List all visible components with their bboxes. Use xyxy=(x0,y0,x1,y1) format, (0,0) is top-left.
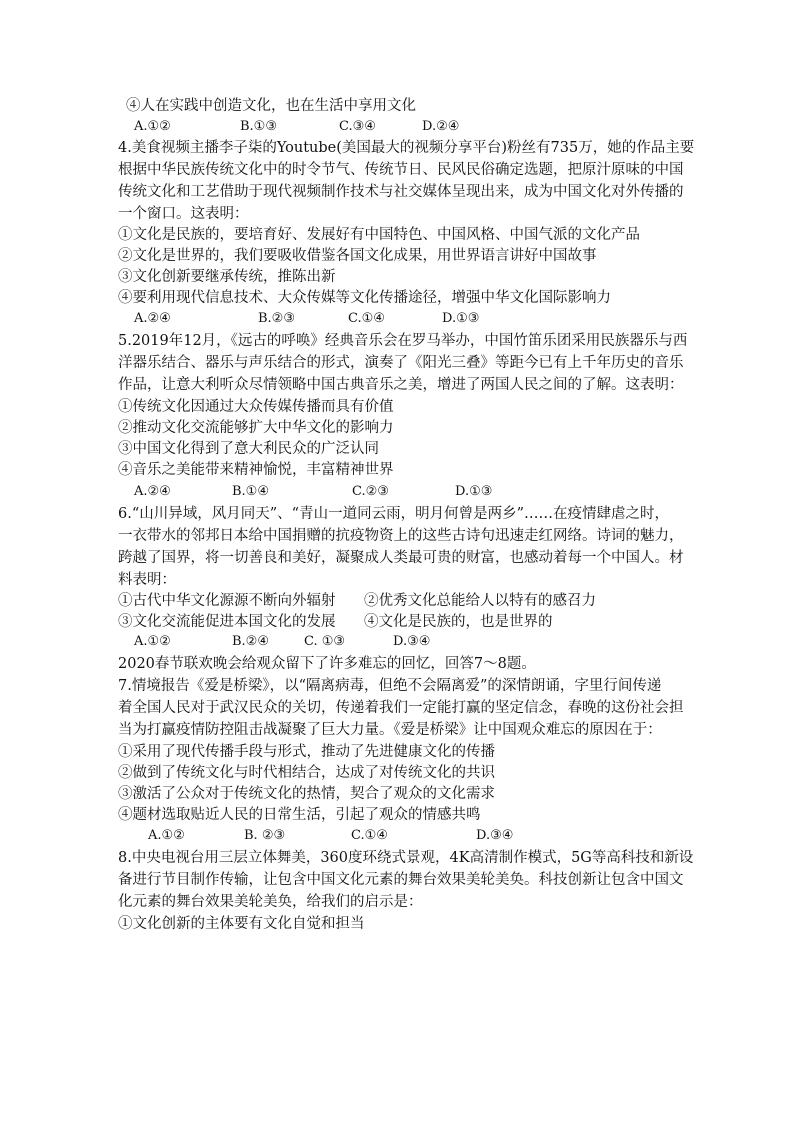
q6-statement-2: ②优秀文化总能给人以特有的感召力 xyxy=(364,593,596,609)
q3-statement-4: ④人在实践中创造文化，也在生活中享用文化 xyxy=(126,98,416,114)
q7-statement-1: ①采用了现代传播手段与形式，推动了先进健康文化的传播 xyxy=(118,744,495,760)
q8-statement-1: ①文化创新的主体要有文化自觉和担当 xyxy=(118,916,365,932)
q6-stem-line-1: 6.“山川异域，风月同天”、“青山一道同云雨，明月何曾是两乡”……在疫情肆虐之时， xyxy=(118,506,669,522)
q3-option-d: D.②④ xyxy=(422,119,460,134)
q5-statement-1: ①传统文化因通过大众传媒传播而具有价值 xyxy=(118,399,394,415)
q6-statement-4: ④文化是民族的，也是世界的 xyxy=(364,614,553,630)
q6-statement-3: ③文化交流能促进本国文化的发展 xyxy=(118,614,336,630)
q4-option-d: D.①③ xyxy=(442,311,480,326)
q4-statement-2: ②文化是世界的，我们要吸收借鉴各国文化成果，用世界语言讲好中国故事 xyxy=(118,248,597,264)
q7-statement-2: ②做到了传统文化与时代相结合，达成了对传统文化的共识 xyxy=(118,765,495,781)
q7-option-a: A.①② xyxy=(148,828,185,843)
q3-option-a: A.①② xyxy=(134,119,171,134)
q6-statement-1: ①古代中华文化源源不断向外辐射 xyxy=(118,593,336,609)
q5-stem-line-3: 作品，让意大利听众尽情领略中国古典音乐之美，增进了两国人民之间的了解。这表明： xyxy=(118,377,684,393)
q4-statement-4: ④要利用现代信息技术、大众传媒等文化传播途径，增强中华文化国际影响力 xyxy=(118,290,611,306)
q5-stem-line-2: 洋器乐结合、器乐与声乐结合的形式，演奏了《阳光三叠》等距今已有上千年历史的音乐 xyxy=(118,355,684,371)
q7-statement-4: ④题材选取贴近人民的日常生活，引起了观众的情感共鸣 xyxy=(118,807,481,823)
q5-option-a: A.②④ xyxy=(134,484,171,499)
q3-option-b: B.①③ xyxy=(240,119,277,134)
q4-statement-1: ①文化是民族的，要培育好、发展好有中国特色、中国风格、中国气派的文化产品 xyxy=(118,227,640,243)
q3-option-c: C.③④ xyxy=(339,119,376,134)
q6-stem-line-2: 一衣带水的邻邦日本给中国捐赠的抗疫物资上的这些古诗句迅速走红网络。诗词的魅力， xyxy=(118,528,684,544)
q6-option-b: B.②④ xyxy=(232,634,269,649)
q7-statement-3: ③激活了公众对于传统文化的热情，契合了观众的文化需求 xyxy=(118,786,495,802)
q4-stem-line-1: 4.美食视频主播李子柒的Youtube(美国最大的视频分享平台)粉丝有735万，她的作品主要 xyxy=(118,140,695,156)
q6-stem-line-4: 料表明： xyxy=(118,572,176,588)
q6-option-d: D.③④ xyxy=(393,634,431,649)
q8-stem-line-2: 备进行节目制作传输，让包含中国文化元素的舞台效果美轮美奂。科技创新让包含中国文 xyxy=(118,872,684,888)
q8-stem-line-1: 8.中央电视台用三层立体舞美，360度环绕式景观，4K高清制作模式，5G等高科技和新设 xyxy=(118,850,694,866)
q4-stem-line-3: 传统文化和工艺借助于现代视频制作技术与社交媒体呈现出来，成为中国文化对外传播的 xyxy=(118,184,684,200)
q5-statement-4: ④音乐之美能带来精神愉悦，丰富精神世界 xyxy=(118,462,394,478)
q7-option-c: C.①④ xyxy=(351,828,388,843)
q4-option-a: A.②④ xyxy=(134,311,171,326)
q7-option-b: B. ②③ xyxy=(244,828,286,843)
q6-option-c: C. ①③ xyxy=(304,634,346,649)
q6-option-a: A.①② xyxy=(134,634,171,649)
q4-stem-line-4: 一个窗口。这表明： xyxy=(118,206,249,222)
q4-option-c: C.①④ xyxy=(348,311,385,326)
q7-stem-line-1: 7.情境报告《爱是桥梁》，以“隔离病毒，但绝不会隔离爱”的深情朗诵，字里行间传递 xyxy=(118,678,662,694)
q7-option-d: D.③④ xyxy=(476,828,514,843)
q5-option-d: D.①③ xyxy=(455,484,493,499)
q5-option-b: B.①④ xyxy=(232,484,269,499)
q4-option-b: B.②③ xyxy=(258,311,295,326)
q5-statement-2: ②推动文化交流能够扩大中华文化的影响力 xyxy=(118,420,394,436)
q4-statement-3: ③文化创新要继承传统，推陈出新 xyxy=(118,269,336,285)
q4-stem-line-2: 根据中华民族传统文化中的时令节气、传统节日、民风民俗确定选题，把原汁原味的中国 xyxy=(118,162,684,178)
q6-stem-line-3: 跨越了国界，将一切善良和美好，凝聚成人类最可贵的财富，也感动着每一个中国人。材 xyxy=(118,550,684,566)
q7-stem-line-2: 着全国人民对于武汉民众的关切，传递着我们一定能打赢的坚定信念，春晚的这份社会担 xyxy=(118,700,684,716)
q5-option-c: C.②③ xyxy=(352,484,389,499)
q5-stem-line-1: 5.2019年12月，《远古的呼唤》经典音乐会在罗马举办，中国竹笛乐团采用民族器乐与西 xyxy=(118,333,688,349)
q5-statement-3: ③中国文化得到了意大利民众的广泛认同 xyxy=(118,441,379,457)
q7-stem-line-3: 当为打赢疫情防控阻击战凝聚了巨大力量。《爱是桥梁》让中国观众难忘的原因在于： xyxy=(118,722,662,738)
q8-stem-line-3: 化元素的舞台效果美轮美奂，给我们的启示是： xyxy=(118,894,423,910)
q7-8-intro: 2020春节联欢晚会给观众留下了许多难忘的回忆，回答7～8题。 xyxy=(118,656,536,672)
